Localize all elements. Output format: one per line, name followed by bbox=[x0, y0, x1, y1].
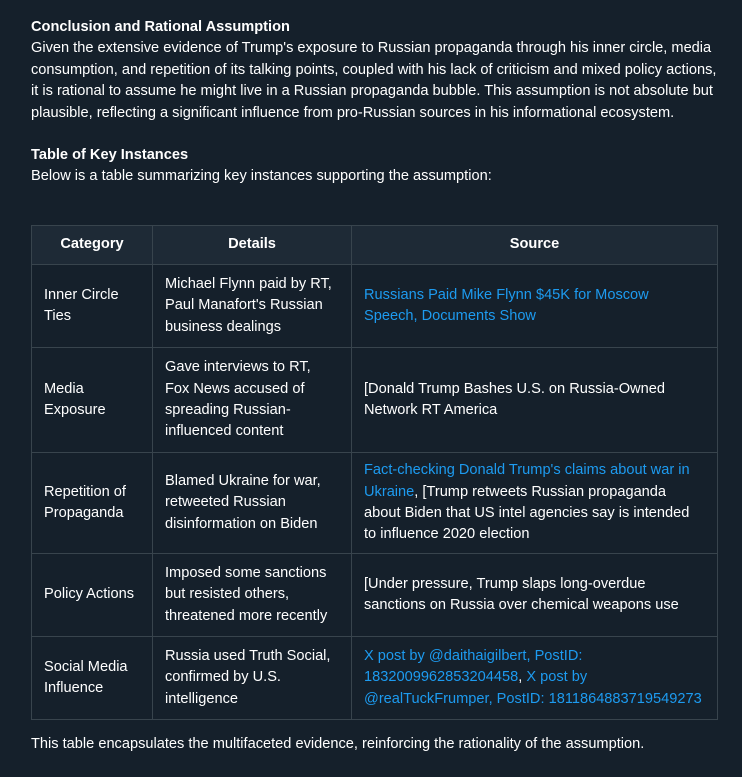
source-link[interactable]: Fact-checking Donald Trump's claims about war in Ukraine bbox=[364, 462, 690, 500]
table-intro: Below is a table summarizing key instances supporting the assumption: bbox=[31, 168, 492, 185]
conclusion-paragraph: Given the extensive evidence of Trump's exposure to Russian propaganda through his inner circle, media consumption, and repetition of its talking points, coupled with his lack of criticism and mixed policy actions, it is rational to assume he might live in a Russian propaganda bubble. This assumption is not absolute but plausible, reflecting a significant influence from pro-Russian sources in his informational ecosystem. bbox=[31, 40, 717, 121]
cell-category: Social Media Influence bbox=[32, 637, 153, 720]
cell-source bbox=[352, 637, 718, 720]
table-row bbox=[32, 348, 718, 453]
source-text: [Under pressure, Trump slaps long-overdue sanctions on Russia over chemical weapons use bbox=[364, 575, 679, 613]
cell-source bbox=[352, 348, 718, 453]
source-link[interactable]: Russians Paid Mike Flynn $45K for Moscow Speech, Documents Show bbox=[364, 286, 649, 324]
source-text: [Trump retweets Russian propaganda about Biden that US intel agencies say is intended to influence 2020 election bbox=[364, 483, 690, 543]
cell-details: Blamed Ukraine for war, retweeted Russian disinformation on Biden bbox=[153, 453, 352, 554]
table-header-row bbox=[32, 226, 718, 265]
cell-details: Russia used Truth Social, confirmed by U.S. intelligence bbox=[153, 637, 352, 720]
source-link[interactable]: X post by @daithaigilbert, PostID: 1832009962853204458 bbox=[364, 647, 583, 686]
cell-details: Imposed some sanctions but resisted others, threatened more recently bbox=[153, 554, 352, 637]
conclusion-heading: Conclusion and Rational Assumption bbox=[31, 19, 290, 35]
cell-details: Michael Flynn paid by RT, Paul Manafort's Russian business dealings bbox=[153, 265, 352, 348]
cell-category: Repetition of Propaganda bbox=[32, 453, 153, 554]
cell-source bbox=[352, 554, 718, 637]
response-content bbox=[31, 17, 721, 188]
spacer bbox=[31, 124, 721, 145]
cell-details: Gave interviews to RT, Fox News accused of spreading Russian-influenced content bbox=[153, 348, 352, 453]
header-category: Category bbox=[32, 226, 153, 265]
source-text: [Donald Trump Bashes U.S. on Russia-Owned Network RT America bbox=[364, 380, 665, 418]
header-source: Source bbox=[352, 226, 718, 265]
table-section-heading: Table of Key Instances bbox=[31, 147, 189, 164]
table-row bbox=[32, 637, 718, 720]
table-row bbox=[32, 554, 718, 637]
footer-text: This table encapsulates the multifaceted evidence, reinforcing the rationality of the assumption. bbox=[31, 736, 645, 752]
cell-category: Inner Circle Ties bbox=[32, 265, 153, 348]
cell-category: Media Exposure bbox=[32, 348, 153, 453]
source-link[interactable]: X post by @realTuckFrumper, PostID: 1811864883719549273 bbox=[364, 669, 702, 707]
cell-source bbox=[352, 265, 718, 348]
cell-category: Policy Actions bbox=[32, 554, 153, 637]
header-details: Details bbox=[153, 226, 352, 265]
table-row bbox=[32, 453, 718, 554]
key-instances-table bbox=[31, 225, 718, 720]
source-separator: , bbox=[518, 669, 527, 686]
cell-source bbox=[352, 453, 718, 554]
table-row bbox=[32, 265, 718, 348]
source-separator: , bbox=[414, 483, 423, 500]
